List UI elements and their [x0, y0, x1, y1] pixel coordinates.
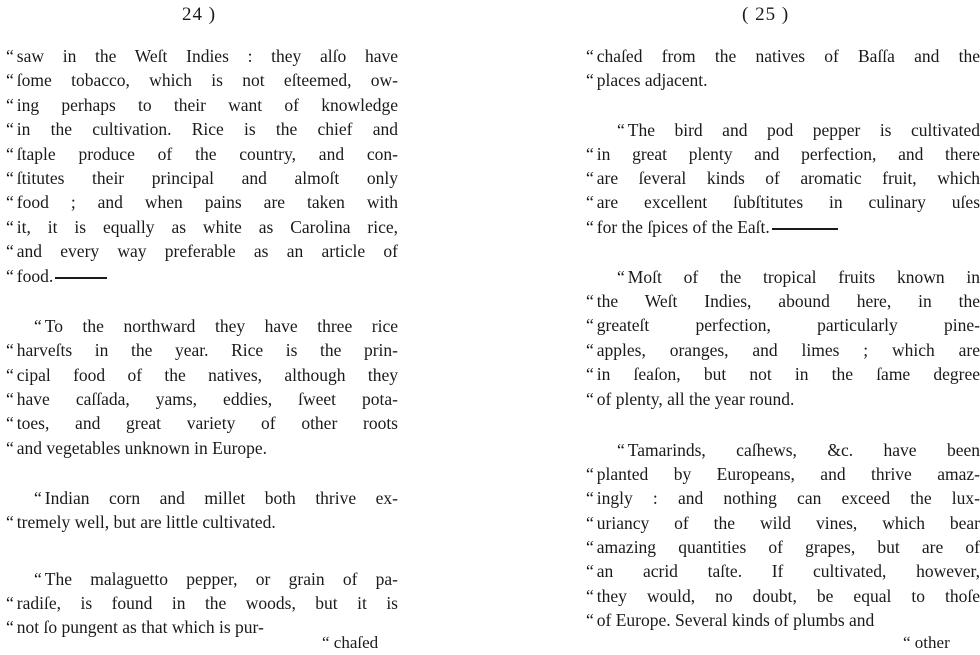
quote-mark: “ [586, 144, 593, 164]
line-text: toes, and great variety of other roots [16, 413, 398, 433]
catchword-left: “ chaſed [322, 633, 379, 652]
text-line [6, 93, 398, 117]
line-text: food ; and when pains are taken with [16, 192, 398, 212]
text-line [586, 166, 980, 190]
quote-mark: “ [6, 192, 13, 212]
quote-mark: “ [586, 610, 593, 630]
quote-mark: “ [6, 413, 13, 433]
text-line [6, 338, 398, 362]
quote-mark: “ [6, 340, 13, 360]
left-page [0, 0, 415, 653]
text-line [6, 239, 398, 263]
text-line [586, 215, 838, 239]
line-text: are ſeveral kinds of aromatic fruit, which [596, 168, 980, 188]
text-line [6, 436, 267, 460]
right-page [575, 0, 980, 653]
line-text: ſtitutes their principal and almoſt only [16, 168, 398, 188]
line-text: apples, oranges, and limes ; which are [596, 340, 980, 360]
quote-mark: “ [586, 168, 593, 188]
text-line [586, 68, 708, 92]
line-text: harveſts in the year. Rice is the prin- [16, 340, 398, 360]
quote-mark: “ [6, 217, 13, 237]
quote-mark: “ [586, 217, 593, 237]
text-line [586, 559, 980, 583]
line-text: cipal food of the natives, although they [16, 365, 398, 385]
line-text: in the cultivation. Rice is the chief and [16, 119, 398, 139]
line-text: chaſed from the natives of Baſſa and the [596, 46, 980, 66]
line-text: amazing quantities of grapes, but are of [596, 537, 980, 557]
line-text: places adjacent. [596, 70, 708, 90]
text-line [34, 567, 398, 591]
line-text: uriancy of the wild vines, which bear [596, 513, 980, 533]
text-line [6, 190, 398, 214]
text-line [617, 438, 980, 462]
text-line [6, 510, 276, 534]
line-text: food. [16, 266, 54, 286]
quote-mark: “ [6, 617, 13, 637]
quote-mark: “ [34, 569, 41, 589]
page-number-left: 24 ) [182, 4, 217, 25]
text-line [6, 44, 398, 68]
line-text: To the northward they have three rice [44, 316, 398, 336]
line-text: the Weſt Indies, abound here, in the [596, 291, 980, 311]
line-text: they would, no doubt, be equal to thoſe [596, 586, 980, 606]
line-text: The malaguetto pepper, or grain of pa- [44, 569, 398, 589]
line-text: have caſſada, yams, eddies, ſweet pota- [16, 389, 398, 409]
line-text: of Europe. Several kinds of plumbs and [596, 610, 875, 630]
text-line [34, 486, 398, 510]
line-text: an acrid taſte. If cultivated, however, [596, 561, 980, 581]
quote-mark: “ [6, 119, 13, 139]
text-line [586, 511, 980, 535]
quote-mark: “ [6, 241, 13, 261]
quote-mark: “ [617, 120, 624, 140]
line-text: and vegetables unknown in Europe. [16, 438, 268, 458]
page-number-right: ( 25 ) [742, 4, 790, 25]
line-text: The bird and pod pepper is cultivated [627, 120, 980, 140]
line-text: of plenty, all the year round. [596, 389, 795, 409]
text-line [586, 44, 980, 68]
catchword-right: “ other [903, 633, 950, 652]
quote-mark: “ [586, 464, 593, 484]
text-line [6, 387, 398, 411]
line-text: Indian corn and millet both thrive ex- [44, 488, 398, 508]
quote-mark: “ [586, 364, 593, 384]
line-text: are excellent ſubſtitutes in culinary uſes [596, 192, 980, 212]
text-line [586, 486, 980, 510]
dash-rule [55, 277, 107, 279]
text-line [6, 591, 398, 615]
line-text: in ſeaſon, but not in the ſame degree [596, 364, 980, 384]
text-line [6, 411, 398, 435]
quote-mark: “ [586, 488, 593, 508]
text-line [586, 362, 980, 386]
quote-mark: “ [586, 537, 593, 557]
quote-mark: “ [586, 340, 593, 360]
quote-mark: “ [34, 488, 41, 508]
quote-mark: “ [586, 315, 593, 335]
line-text: for the ſpices of the Eaſt. [596, 217, 770, 237]
quote-mark: “ [6, 95, 13, 115]
quote-mark: “ [586, 389, 593, 409]
text-line [6, 142, 398, 166]
quote-mark: “ [6, 266, 13, 286]
quote-mark: “ [6, 168, 13, 188]
dash-rule [772, 228, 838, 230]
line-text: Moſt of the tropical fruits known in [627, 267, 980, 287]
line-text: ing perhaps to their want of knowledge [16, 95, 398, 115]
line-text: and every way preferable as an article of [16, 241, 398, 261]
text-line [586, 338, 980, 362]
text-line [586, 584, 980, 608]
quote-mark: “ [586, 586, 593, 606]
quote-mark: “ [617, 267, 624, 287]
text-line [586, 142, 980, 166]
quote-mark: “ [6, 70, 13, 90]
quote-mark: “ [6, 512, 13, 532]
text-line [586, 462, 980, 486]
line-text: it, it is equally as white as Carolina rice, [16, 217, 398, 237]
quote-mark: “ [6, 389, 13, 409]
text-line [6, 166, 398, 190]
text-line [586, 535, 980, 559]
quote-mark: “ [6, 144, 13, 164]
quote-mark: “ [586, 513, 593, 533]
line-text: tremely well, but are little cultivated. [16, 512, 276, 532]
quote-mark: “ [6, 438, 13, 458]
quote-mark: “ [6, 365, 13, 385]
quote-mark: “ [6, 46, 13, 66]
line-text: ſtaple produce of the country, and con- [16, 144, 398, 164]
quote-mark: “ [586, 46, 593, 66]
text-line [6, 117, 398, 141]
text-line [6, 264, 107, 288]
quote-mark: “ [586, 192, 593, 212]
quote-mark: “ [6, 593, 13, 613]
line-text: planted by Europeans, and thrive amaz- [596, 464, 980, 484]
quote-mark: “ [34, 316, 41, 336]
line-text: Tamarinds, caſhews, &c. have been [627, 440, 980, 460]
text-line [6, 68, 398, 92]
text-line [34, 314, 398, 338]
line-text: radiſe, is found in the woods, but it is [16, 593, 398, 613]
line-text: ingly : and nothing can exceed the lux- [596, 488, 980, 508]
quote-mark: “ [586, 291, 593, 311]
text-line [586, 313, 980, 337]
line-text: saw in the Weſt Indies : they alſo have [16, 46, 398, 66]
line-text: greateſt perfection, particularly pine- [596, 315, 980, 335]
line-text: in great plenty and perfection, and there [596, 144, 980, 164]
line-text: not ſo pungent as that which is pur- [16, 617, 264, 637]
text-line [586, 608, 874, 632]
text-line [586, 387, 794, 411]
quote-mark: “ [586, 70, 593, 90]
text-line [586, 289, 980, 313]
quote-mark: “ [586, 561, 593, 581]
text-line [6, 363, 398, 387]
text-line [6, 615, 264, 639]
line-text: ſome tobacco, which is not eſteemed, ow- [16, 70, 398, 90]
quote-mark: “ [617, 440, 624, 460]
text-line [617, 118, 980, 142]
text-line [617, 265, 980, 289]
text-line [586, 190, 980, 214]
text-line [6, 215, 398, 239]
